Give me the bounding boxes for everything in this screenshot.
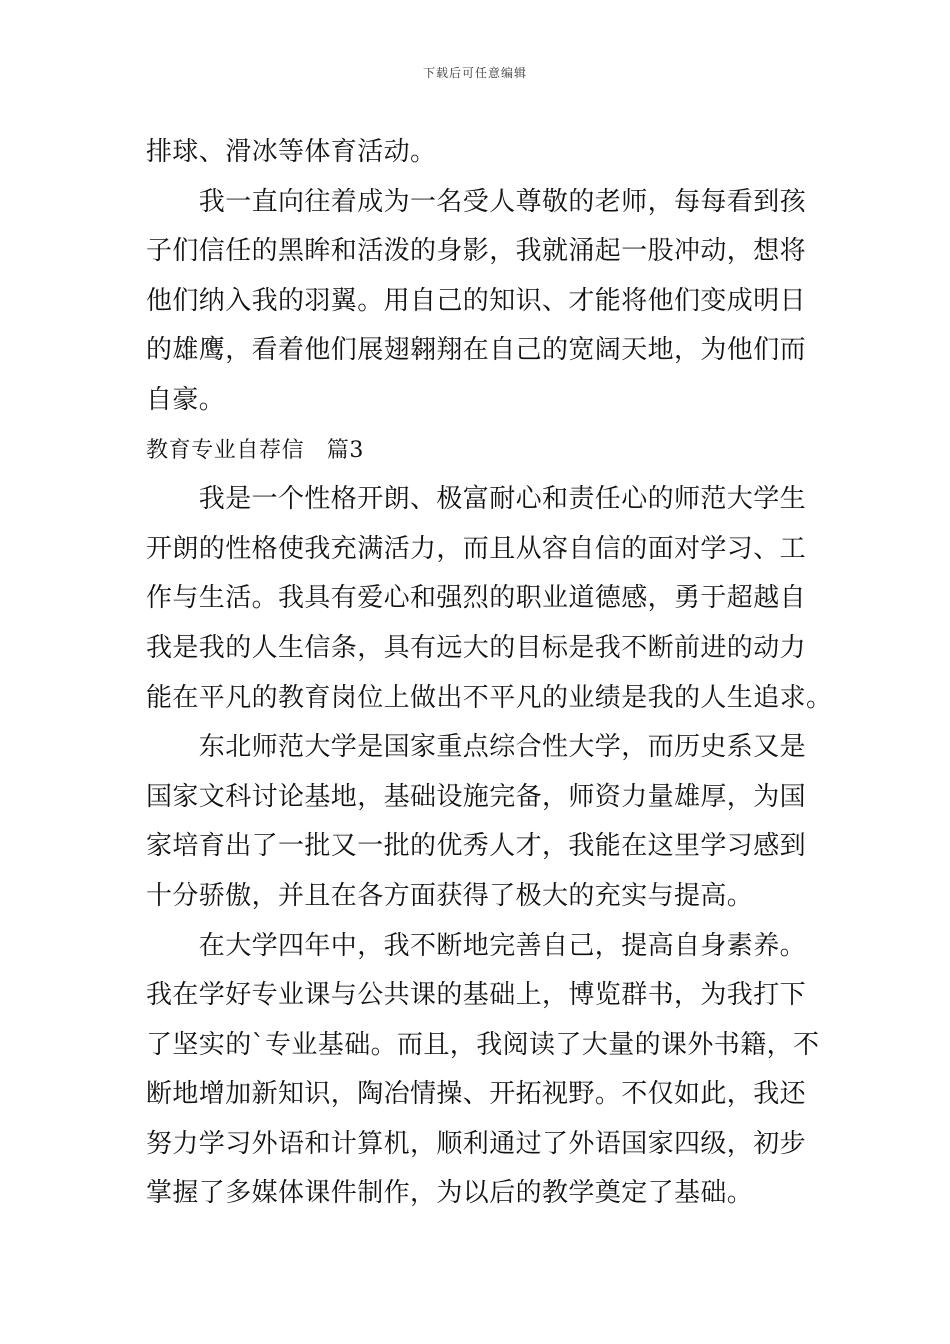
text-line: 十分骄傲，并且在各方面获得了极大的充实与提高。 [146,880,754,911]
text-line: 作与生活。我具有爱心和强烈的职业道德感，勇于超越自 [146,583,807,614]
text-line: 在大学四年中，我不断地完善自己，提高自身素养。 [146,930,807,961]
text-line: 东北师范大学是国家重点综合性大学，而历史系又是 [146,732,807,763]
text-line: 国家文科讨论基地，基础设施完备，师资力量雄厚，为国 [146,781,807,812]
text-line: 我一直向往着成为一名受人尊敬的老师，每每看到孩 [146,186,807,217]
text-line: 他们纳入我的羽翼。用自己的知识、才能将他们变成明日 [146,285,807,316]
text-line: 排球、滑冰等体育活动。 [146,137,437,167]
section-heading: 教育专业自荐信 篇3 [146,437,364,463]
text-line: 断地增加新知识，陶冶情操、开拓视野。不仅如此，我还 [146,1079,807,1110]
text-line: 开朗的性格使我充满活力，而且从容自信的面对学习、工 [146,533,807,564]
text-line: 我是一个性格开朗、极富耐心和责任心的师范大学生 [146,484,807,515]
text-line: 掌握了多媒体课件制作，为以后的教学奠定了基础。 [146,1178,754,1209]
text-line: 努力学习外语和计算机，顺利通过了外语国家四级，初步 [146,1128,807,1159]
text-line: 的雄鹰，看着他们展翅翱翔在自己的宽阔天地，为他们而 [146,335,807,366]
text-line: 了坚实的`专业基础。而且，我阅读了大量的课外书籍，不 [146,1029,820,1060]
text-line: 能在平凡的教育岗位上做出不平凡的业绩是我的人生追求。 [146,682,833,713]
text-line: 我是我的人生信条，具有远大的目标是我不断前进的动力 [146,632,807,663]
text-line: 我在学好专业课与公共课的基础上，博览群书，为我打下 [146,980,807,1011]
text-line: 自豪。 [146,384,226,415]
text-line: 家培育出了一批又一批的优秀人才，我能在这里学习感到 [146,831,807,862]
header-note: 下载后可任意编辑 [422,66,527,80]
text-line: 子们信任的黑眸和活泼的身影，我就涌起一股冲动，想将 [146,236,807,267]
body-text [146,128,833,1219]
